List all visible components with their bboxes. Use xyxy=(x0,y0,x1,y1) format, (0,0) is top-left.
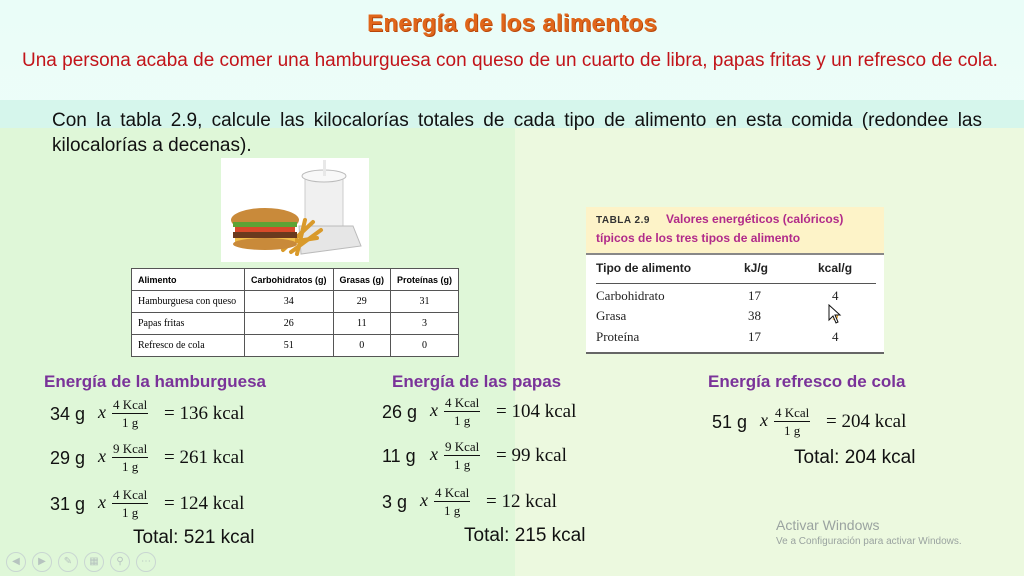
burger-fries-soda-image xyxy=(221,158,369,262)
calc-row xyxy=(50,440,290,484)
divider xyxy=(586,352,884,354)
cell: Hamburguesa con queso xyxy=(132,291,245,313)
intro-text: Una persona acaba de comer una hamburguesa con queso de un cuarto de libra, papas fritas y un refresco de cola. xyxy=(22,50,998,71)
table-caption xyxy=(586,207,884,255)
calc-result: = 261 kcal xyxy=(164,447,245,468)
calc-row xyxy=(50,396,290,440)
table-row xyxy=(132,291,459,313)
slides-icon[interactable]: ▦ xyxy=(84,552,104,572)
table-row xyxy=(132,335,459,357)
calc-result: = 124 kcal xyxy=(164,493,245,514)
cell: 51 xyxy=(245,335,334,357)
calc-amount: 29 g xyxy=(50,448,86,468)
table-title: Valores energéticos (calóricos) xyxy=(666,212,844,226)
mouse-pointer-icon xyxy=(828,304,842,324)
factor-numerator: 9 Kcal xyxy=(445,439,480,454)
cell: 34 xyxy=(245,291,334,313)
conversion-factor xyxy=(774,404,810,439)
cell: 38 xyxy=(748,308,761,323)
calc-row xyxy=(382,438,622,482)
calc-amount: 51 g xyxy=(712,412,748,432)
cell: 3 xyxy=(391,313,459,335)
cell: 4 xyxy=(832,329,839,344)
slide-title: Energía de los alimentos xyxy=(367,10,657,37)
calc-result: = 136 kcal xyxy=(164,403,245,424)
cell: Refresco de cola xyxy=(132,335,245,357)
activation-watermark-text: Ve a Configuración para activar Windows. xyxy=(776,536,962,547)
conversion-factor xyxy=(444,394,480,429)
calc-row xyxy=(712,404,952,448)
factor-denominator: 1 g xyxy=(444,503,461,518)
factor-denominator: 1 g xyxy=(122,505,139,520)
factor-numerator: 4 Kcal xyxy=(445,395,480,410)
conversion-factor xyxy=(444,438,480,473)
cell: 11 xyxy=(333,313,391,335)
activation-watermark-title: Activar Windows xyxy=(776,517,880,533)
conversion-factor xyxy=(434,484,470,519)
energy-values-table xyxy=(586,207,884,354)
cell: 29 xyxy=(333,291,391,313)
col-header: kcal/g xyxy=(818,261,853,275)
total-refresco: Total: 204 kcal xyxy=(794,447,916,468)
factor-numerator: 9 Kcal xyxy=(113,441,148,456)
table-header-row xyxy=(132,269,459,291)
calc-amount: 26 g xyxy=(382,402,418,422)
cell: 26 xyxy=(245,313,334,335)
calc-row xyxy=(382,484,622,528)
instructions-text: Con la tabla 2.9, calcule las kilocalorías totales de cada tipo de alimento en esta comida (redondee las kilocalorías a decenas). xyxy=(52,110,982,156)
calc-amount: 3 g xyxy=(382,492,408,512)
factor-denominator: 1 g xyxy=(454,457,471,472)
conversion-factor xyxy=(112,486,148,521)
col-header: Carbohidratos (g) xyxy=(245,269,334,291)
calc-result: = 104 kcal xyxy=(496,401,577,422)
cell: 17 xyxy=(748,288,761,303)
col-header: Proteínas (g) xyxy=(391,269,459,291)
calc-amount: 34 g xyxy=(50,404,86,424)
cell: Carbohidrato xyxy=(596,288,665,303)
calc-result: = 12 kcal xyxy=(486,491,557,512)
times-symbol: x xyxy=(98,492,106,512)
cell: 0 xyxy=(333,335,391,357)
pen-icon[interactable]: ✎ xyxy=(58,552,78,572)
calc-amount: 11 g xyxy=(382,446,416,466)
factor-numerator: 4 Kcal xyxy=(775,405,810,420)
calc-amount: 31 g xyxy=(50,494,86,514)
cell: 17 xyxy=(748,329,761,344)
zoom-icon[interactable]: ⚲ xyxy=(110,552,130,572)
factor-denominator: 1 g xyxy=(454,413,471,428)
factor-denominator: 1 g xyxy=(122,415,139,430)
factor-numerator: 4 Kcal xyxy=(435,485,470,500)
table-row xyxy=(132,313,459,335)
times-symbol: x xyxy=(98,402,106,422)
times-symbol: x xyxy=(430,400,438,420)
col-header: Alimento xyxy=(132,269,245,291)
section-title-hamburguesa: Energía de la hamburguesa xyxy=(44,372,267,391)
table-number: TABLA 2.9 xyxy=(596,215,650,226)
factor-numerator: 4 Kcal xyxy=(113,397,148,412)
factor-numerator: 4 Kcal xyxy=(113,487,148,502)
total-hamburguesa: Total: 521 kcal xyxy=(133,527,255,548)
times-symbol: x xyxy=(430,444,438,464)
cell: 4 xyxy=(832,288,839,303)
conversion-factor xyxy=(112,396,148,431)
section-title-papas: Energía de las papas xyxy=(392,372,562,391)
calc-row xyxy=(382,394,622,438)
times-symbol: x xyxy=(98,446,106,466)
col-header: kJ/g xyxy=(744,261,769,275)
cell: Papas fritas xyxy=(132,313,245,335)
prev-icon[interactable]: ◀ xyxy=(6,552,26,572)
table-subtitle: típicos de los tres tipos de alimento xyxy=(596,231,801,245)
total-papas: Total: 215 kcal xyxy=(464,525,586,546)
calc-row xyxy=(50,486,290,530)
cell: 31 xyxy=(391,291,459,313)
times-symbol: x xyxy=(760,410,768,430)
more-icon[interactable]: ⋯ xyxy=(136,552,156,572)
calc-result: = 99 kcal xyxy=(496,445,567,466)
conversion-factor xyxy=(112,440,148,475)
cell: 0 xyxy=(391,335,459,357)
factor-denominator: 1 g xyxy=(122,459,139,474)
next-icon[interactable]: ▶ xyxy=(32,552,52,572)
calc-result: = 204 kcal xyxy=(826,411,907,432)
section-title-refresco: Energía refresco de cola xyxy=(708,372,906,391)
cell: Proteína xyxy=(596,329,640,344)
times-symbol: x xyxy=(420,490,428,510)
col-header: Tipo de alimento xyxy=(596,261,692,275)
col-header: Grasas (g) xyxy=(333,269,391,291)
divider xyxy=(596,283,876,284)
factor-denominator: 1 g xyxy=(784,423,801,438)
food-composition-table xyxy=(131,268,459,357)
cell: Grasa xyxy=(596,308,627,323)
